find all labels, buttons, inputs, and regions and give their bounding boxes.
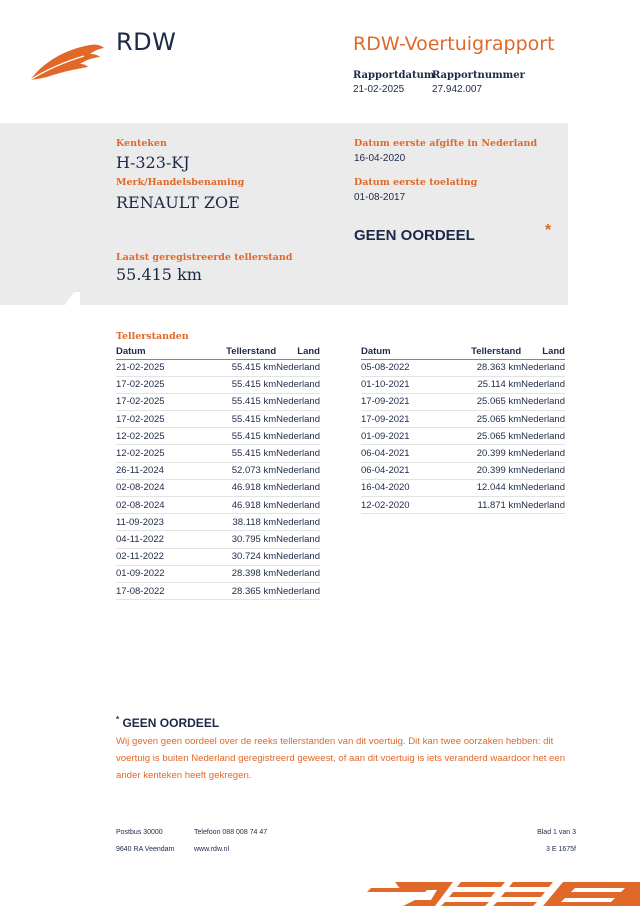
reading-odometer: 38.118 km bbox=[185, 514, 276, 531]
reading-date: 01-09-2022 bbox=[116, 565, 185, 582]
reading-odometer: 55.415 km bbox=[185, 393, 276, 410]
reading-odometer: 52.073 km bbox=[185, 462, 276, 479]
reading-odometer: 25.065 km bbox=[430, 411, 521, 428]
reading-odometer: 46.918 km bbox=[185, 479, 276, 496]
col-odometer: Tellerstand bbox=[185, 345, 276, 359]
report-number: 27.942.007 bbox=[432, 84, 483, 95]
table-row bbox=[116, 393, 320, 410]
table-row bbox=[361, 393, 565, 410]
rdw-logo-icon bbox=[28, 40, 106, 82]
footer-code: 3 E 1675f bbox=[546, 846, 576, 853]
plate-label: Kenteken bbox=[116, 138, 167, 149]
readings-table-right bbox=[361, 345, 565, 514]
table-row bbox=[116, 548, 320, 565]
reading-date: 01-10-2021 bbox=[361, 376, 430, 393]
footer-address-1: Postbus 30000 bbox=[116, 829, 163, 836]
reading-date: 02-08-2024 bbox=[116, 479, 185, 496]
table-row bbox=[116, 514, 320, 531]
reading-odometer: 28.398 km bbox=[185, 565, 276, 582]
table-row bbox=[116, 462, 320, 479]
footnote-marker: * bbox=[116, 715, 120, 724]
reading-country: Nederland bbox=[521, 497, 565, 514]
reading-date: 04-11-2022 bbox=[116, 531, 185, 548]
col-country: Land bbox=[521, 345, 565, 359]
footnote-title bbox=[116, 715, 219, 730]
table-row bbox=[116, 479, 320, 496]
reading-country: Nederland bbox=[276, 445, 320, 462]
reading-odometer: 28.365 km bbox=[185, 582, 276, 599]
first-nl-value: 16-04-2020 bbox=[354, 153, 406, 164]
table-row bbox=[361, 462, 565, 479]
reading-date: 05-08-2022 bbox=[361, 359, 430, 376]
col-odometer: Tellerstand bbox=[430, 345, 521, 359]
footnote-title-text: GEEN OORDEEL bbox=[122, 716, 220, 730]
reading-date: 12-02-2025 bbox=[116, 428, 185, 445]
table-row bbox=[116, 565, 320, 582]
reading-odometer: 30.724 km bbox=[185, 548, 276, 565]
reading-odometer: 11.871 km bbox=[430, 497, 521, 514]
odometer-value: 55.415 km bbox=[116, 265, 202, 284]
reading-country: Nederland bbox=[276, 411, 320, 428]
reading-odometer: 46.918 km bbox=[185, 497, 276, 514]
reading-odometer: 30.795 km bbox=[185, 531, 276, 548]
reading-date: 17-09-2021 bbox=[361, 393, 430, 410]
col-date: Datum bbox=[116, 345, 185, 359]
reading-date: 12-02-2025 bbox=[116, 445, 185, 462]
report-date: 21-02-2025 bbox=[353, 84, 405, 95]
reading-odometer: 20.399 km bbox=[430, 445, 521, 462]
reading-country: Nederland bbox=[521, 411, 565, 428]
table-row bbox=[116, 428, 320, 445]
footnote-text: Wij geven geen oordeel over de reeks tellerstanden van dit voertuig. Dit kan twee oorzaken hebben: dit voertuig is buiten Nederland geregistreerd geweest, of aan dit voertuig is iets veranderd waardoor het een ander kenteken heeft gekregen. bbox=[116, 736, 566, 781]
readings-title: Tellerstanden bbox=[116, 331, 189, 342]
table-row bbox=[361, 428, 565, 445]
verdict-asterisk: * bbox=[545, 222, 552, 239]
reading-date: 02-08-2024 bbox=[116, 497, 185, 514]
footer-address-2: 9640 RA Veendam bbox=[116, 846, 175, 853]
reading-date: 17-02-2025 bbox=[116, 376, 185, 393]
reading-date: 01-09-2021 bbox=[361, 428, 430, 445]
reading-odometer: 55.415 km bbox=[185, 411, 276, 428]
decorative-stripes bbox=[365, 878, 640, 906]
reading-country: Nederland bbox=[276, 428, 320, 445]
footer-phone: Telefoon 088 008 74 47 bbox=[194, 829, 268, 836]
reading-country: Nederland bbox=[276, 565, 320, 582]
report-title: RDW-Voertuigrapport bbox=[353, 33, 555, 55]
reading-date: 17-02-2025 bbox=[116, 393, 185, 410]
reading-country: Nederland bbox=[276, 376, 320, 393]
reading-country: Nederland bbox=[521, 479, 565, 496]
report-number-label: Rapportnummer bbox=[432, 70, 525, 81]
reading-odometer: 55.415 km bbox=[185, 445, 276, 462]
first-nl-label: Datum eerste afgifte in Nederland bbox=[354, 138, 538, 149]
reading-date: 02-11-2022 bbox=[116, 548, 185, 565]
reading-date: 12-02-2020 bbox=[361, 497, 430, 514]
table-row bbox=[116, 582, 320, 599]
reading-country: Nederland bbox=[521, 376, 565, 393]
reading-odometer: 20.399 km bbox=[430, 462, 521, 479]
reading-date: 17-09-2021 bbox=[361, 411, 430, 428]
reading-country: Nederland bbox=[276, 531, 320, 548]
summary-panel bbox=[0, 123, 568, 305]
reading-odometer: 25.114 km bbox=[430, 376, 521, 393]
table-row bbox=[116, 359, 320, 376]
table-row bbox=[361, 411, 565, 428]
reading-country: Nederland bbox=[521, 359, 565, 376]
reading-odometer: 25.065 km bbox=[430, 393, 521, 410]
table-row bbox=[116, 445, 320, 462]
reading-country: Nederland bbox=[276, 359, 320, 376]
reading-odometer: 25.065 km bbox=[430, 428, 521, 445]
report-date-label: Rapportdatum bbox=[353, 70, 435, 81]
first-admission-label: Datum eerste toelating bbox=[354, 177, 478, 188]
panel-notch bbox=[0, 292, 80, 306]
reading-country: Nederland bbox=[276, 497, 320, 514]
reading-country: Nederland bbox=[276, 462, 320, 479]
reading-country: Nederland bbox=[521, 445, 565, 462]
reading-date: 17-02-2025 bbox=[116, 411, 185, 428]
table-row bbox=[116, 497, 320, 514]
reading-odometer: 28.363 km bbox=[430, 359, 521, 376]
table-row bbox=[116, 411, 320, 428]
reading-date: 26-11-2024 bbox=[116, 462, 185, 479]
verdict: GEEN OORDEEL bbox=[354, 227, 475, 244]
footer-web: www.rdw.nl bbox=[194, 846, 230, 853]
plate-value: H-323-KJ bbox=[116, 153, 190, 172]
reading-date: 11-09-2023 bbox=[116, 514, 185, 531]
reading-date: 06-04-2021 bbox=[361, 462, 430, 479]
reading-date: 06-04-2021 bbox=[361, 445, 430, 462]
reading-country: Nederland bbox=[276, 548, 320, 565]
table-row bbox=[361, 359, 565, 376]
reading-odometer: 55.415 km bbox=[185, 428, 276, 445]
table-row bbox=[361, 376, 565, 393]
reading-date: 21-02-2025 bbox=[116, 359, 185, 376]
col-date: Datum bbox=[361, 345, 430, 359]
reading-country: Nederland bbox=[276, 479, 320, 496]
table-row bbox=[116, 531, 320, 548]
reading-odometer: 12.044 km bbox=[430, 479, 521, 496]
readings-table-left bbox=[116, 345, 320, 600]
odometer-label: Laatst geregistreerde tellerstand bbox=[116, 252, 293, 263]
reading-odometer: 55.415 km bbox=[185, 359, 276, 376]
first-admission-value: 01-08-2017 bbox=[354, 192, 406, 203]
reading-country: Nederland bbox=[521, 393, 565, 410]
col-country: Land bbox=[276, 345, 320, 359]
reading-country: Nederland bbox=[276, 514, 320, 531]
table-row bbox=[361, 497, 565, 514]
make-label: Merk/Handelsbenaming bbox=[116, 177, 245, 188]
reading-country: Nederland bbox=[276, 582, 320, 599]
reading-country: Nederland bbox=[521, 462, 565, 479]
table-row bbox=[361, 479, 565, 496]
make-value: RENAULT ZOE bbox=[116, 193, 240, 212]
reading-date: 17-08-2022 bbox=[116, 582, 185, 599]
footer-page: Blad 1 van 3 bbox=[537, 829, 576, 836]
reading-country: Nederland bbox=[276, 393, 320, 410]
table-row bbox=[116, 376, 320, 393]
brand-name: RDW bbox=[116, 28, 177, 56]
reading-country: Nederland bbox=[521, 428, 565, 445]
reading-date: 16-04-2020 bbox=[361, 479, 430, 496]
reading-odometer: 55.415 km bbox=[185, 376, 276, 393]
table-row bbox=[361, 445, 565, 462]
